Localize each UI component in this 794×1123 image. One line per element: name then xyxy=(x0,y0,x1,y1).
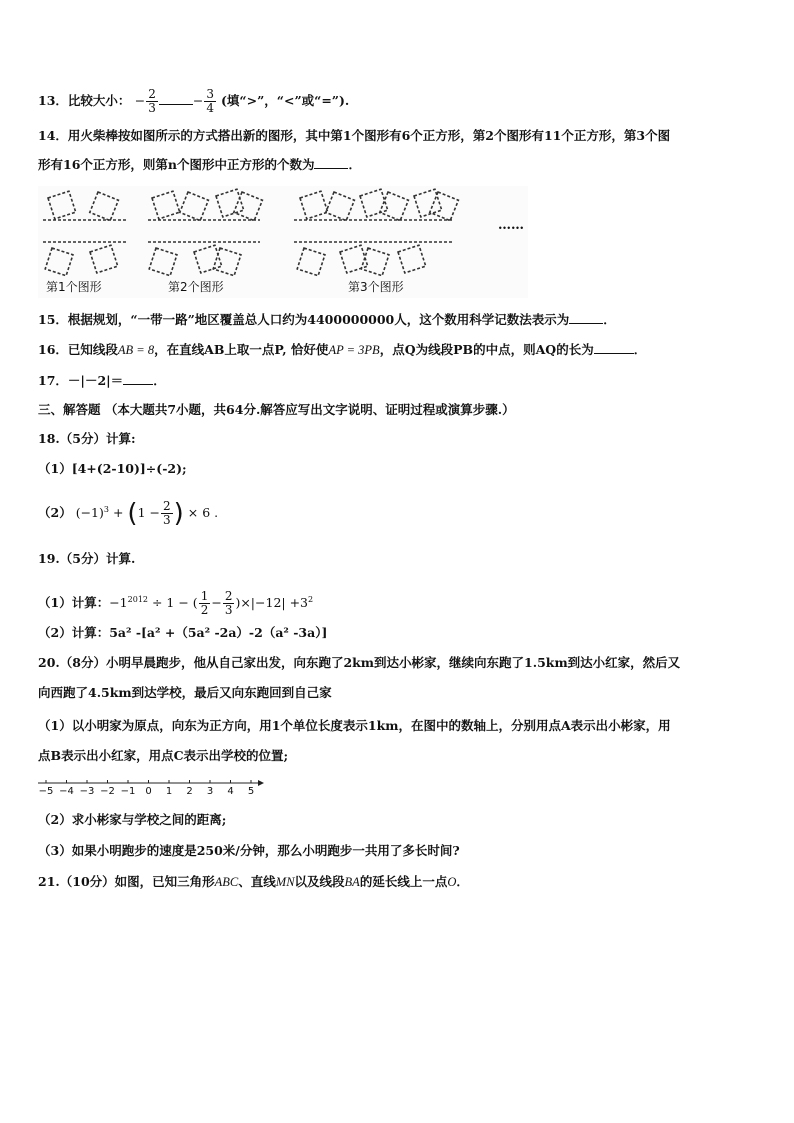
number-line-tick-label: −2 xyxy=(100,786,115,797)
q17-text: 17．－|－2|＝ xyxy=(38,373,124,388)
figure-ellipsis: …… xyxy=(498,218,524,233)
q16-text-a: 16．已知线段 xyxy=(38,342,118,357)
q19-neg-one: −1 xyxy=(109,595,128,610)
fraction-3-4 xyxy=(204,88,216,115)
q19-part1 xyxy=(38,590,313,617)
answer-blank xyxy=(123,372,153,385)
answer-blank xyxy=(594,341,634,354)
number-line-tick-label: 0 xyxy=(145,786,152,797)
question-13 xyxy=(38,88,349,115)
figure-2-squares xyxy=(148,189,262,276)
number-line xyxy=(36,778,266,800)
number-line-tick-label: −5 xyxy=(38,786,54,797)
q16-text-g: 的中点，则 xyxy=(473,342,536,357)
q18-exponent: 3 xyxy=(103,504,109,514)
q16-text-b: ，在直线 xyxy=(154,342,205,357)
q20-part1-line1: （1）以小明家为原点，向东为正方向，用1个单位长度表示1km，在图中的数轴上，分别用点A表示出小彬家，用 xyxy=(38,718,671,733)
q16-text-d: 恰好使 xyxy=(290,342,329,357)
numerator: 1 xyxy=(200,589,209,603)
q19-title: 19.（5分）计算. xyxy=(38,551,136,566)
denominator: 2 xyxy=(200,603,209,617)
minus-sign: − xyxy=(134,93,146,108)
answer-blank xyxy=(569,311,603,324)
q17-period: ． xyxy=(153,373,166,388)
q18-part1: （1）[4+(2-10)]÷(-2); xyxy=(38,461,187,476)
number-line-tick-label: 4 xyxy=(227,786,234,797)
figure-1-label: 第1个图形 xyxy=(46,280,102,294)
q16-ap-eq: AP = 3PB xyxy=(328,343,380,357)
q19-minus: − xyxy=(211,595,222,610)
q20-part1-line2: 点B表示出小红家，用点C表示出学校的位置; xyxy=(38,748,289,763)
fraction-2-3 xyxy=(161,500,173,527)
section-3-heading: 三、解答题 （本大题共7小题，共64分.解答应写出文字说明、证明过程或演算步骤.） xyxy=(38,402,515,417)
answer-blank xyxy=(314,156,348,169)
denominator: 4 xyxy=(206,101,215,115)
numerator: 2 xyxy=(162,499,171,513)
q19-part1-label: （1）计算： xyxy=(38,595,110,610)
q18-one-minus: 1 − xyxy=(137,505,160,520)
q19-part2: （2）计算：5a² -[a² +（5a² -2a）-2（a² -3a）] xyxy=(38,625,328,640)
q21-text-c: 以及线段 xyxy=(294,874,345,889)
number-line-tick-label: 3 xyxy=(206,786,214,797)
q13-label: 比较大小： xyxy=(67,93,131,108)
q16-ab: AB xyxy=(204,342,225,357)
matchstick-pattern-svg xyxy=(38,186,528,298)
q18-plus: + xyxy=(112,505,124,520)
answer-blank xyxy=(159,92,193,105)
q16-text-h: 的长为 xyxy=(556,342,594,357)
numerator: 2 xyxy=(224,589,233,603)
number-line-tick-label: 2 xyxy=(186,786,193,797)
question-16 xyxy=(38,341,646,359)
number-line-tick-label: 5 xyxy=(247,786,255,797)
fraction-2-3 xyxy=(146,88,158,115)
q13-hint: (填“>”，“<”或“=”). xyxy=(221,93,350,108)
right-paren: ) xyxy=(173,498,184,529)
q19-div-one: ÷ 1 − ( xyxy=(151,595,198,610)
q16-text-e: ，点 xyxy=(379,342,405,357)
number-line-tick-label: −4 xyxy=(59,786,74,797)
q13-expression xyxy=(134,87,221,115)
q21-text-d: 的延长线上一点 xyxy=(359,874,448,889)
figure-1-squares xyxy=(43,191,126,276)
q16-p: P, xyxy=(274,342,287,357)
left-paren: ( xyxy=(127,498,138,529)
q21-ba: BA xyxy=(344,875,360,889)
number-line-tick-label: −3 xyxy=(79,786,95,797)
denominator: 3 xyxy=(148,101,156,115)
matchstick-figure xyxy=(38,186,528,298)
q16-pb: PB xyxy=(453,342,474,357)
q21-abc: ABC xyxy=(214,875,239,889)
q14-text: 形有16个正方形，则第n个图形中正方形的个数为 xyxy=(38,157,315,172)
q20-part2: （2）求小彬家与学校之间的距离; xyxy=(38,812,227,827)
q14-line2 xyxy=(38,156,361,174)
q16-text-c: 上取一点 xyxy=(224,342,275,357)
figure-3-label: 第3个图形 xyxy=(348,280,404,294)
q16-q: Q xyxy=(404,342,416,357)
q15-text: 15．根据规划，“一带一路”地区覆盖总人口约为4400000000人，这个数用科学记数法表示为 xyxy=(38,312,570,327)
number-line-tick-label: 1 xyxy=(165,786,173,797)
q14-period: ． xyxy=(348,157,361,172)
q16-period: ． xyxy=(633,342,647,357)
number-line-tick-label: −1 xyxy=(120,786,136,797)
q21-text-b: 、直线 xyxy=(238,874,276,889)
q19-exponent-2: 2 xyxy=(308,594,314,604)
q18-part2 xyxy=(38,500,218,527)
q18-part2-label: （2） xyxy=(38,505,72,520)
numerator: 3 xyxy=(206,87,215,101)
q18-neg-one: (−1) xyxy=(75,505,104,520)
q21-o: O xyxy=(447,875,457,889)
q20-part3: （3）如果小明跑步的速度是250米/分钟，那么小明跑步一共用了多长时间? xyxy=(38,843,460,858)
q18-times-six: × 6 . xyxy=(187,505,219,520)
minus-sign: − xyxy=(192,93,204,108)
q14-line1: 14．用火柴棒按如图所示的方式搭出新的图形，其中第1个图形有6个正方形，第2个图形有11个正方形，第3个图 xyxy=(38,128,671,143)
q21-period: ． xyxy=(456,874,469,889)
q21-mn: MN xyxy=(275,875,295,889)
question-21 xyxy=(38,873,469,891)
figure-2-label: 第2个图形 xyxy=(168,280,224,294)
fraction-2-3 xyxy=(223,590,235,617)
q13-number: 13． xyxy=(38,93,68,108)
fraction-1-2 xyxy=(199,590,211,617)
q20-line1: 20.（8分）小明早晨跑步，他从自己家出发，向东跑了2km到达小彬家，继续向东跑了1.5km到达小红家，然后又 xyxy=(38,655,681,670)
q15-period: ． xyxy=(603,312,616,327)
numerator: 2 xyxy=(148,87,156,101)
q16-aq: AQ xyxy=(535,342,557,357)
denominator: 3 xyxy=(162,513,171,527)
denominator: 3 xyxy=(224,603,233,617)
q21-text-a: 21.（10分）如图，已知三角形 xyxy=(38,874,215,889)
question-17 xyxy=(38,372,166,390)
q16-text-f: 为线段 xyxy=(415,342,454,357)
q19-abs-part: )×|−12| +3 xyxy=(235,595,309,610)
q19-exponent-2012: 2012 xyxy=(127,594,148,604)
q18-title: 18.（5分）计算: xyxy=(38,431,136,446)
figure-3-squares xyxy=(294,189,458,276)
question-15 xyxy=(38,311,616,329)
q16-ab-eq: AB = 8 xyxy=(117,343,155,357)
q20-line2: 向西跑了4.5km到达学校，最后又向东跑回到自己家 xyxy=(38,685,332,700)
